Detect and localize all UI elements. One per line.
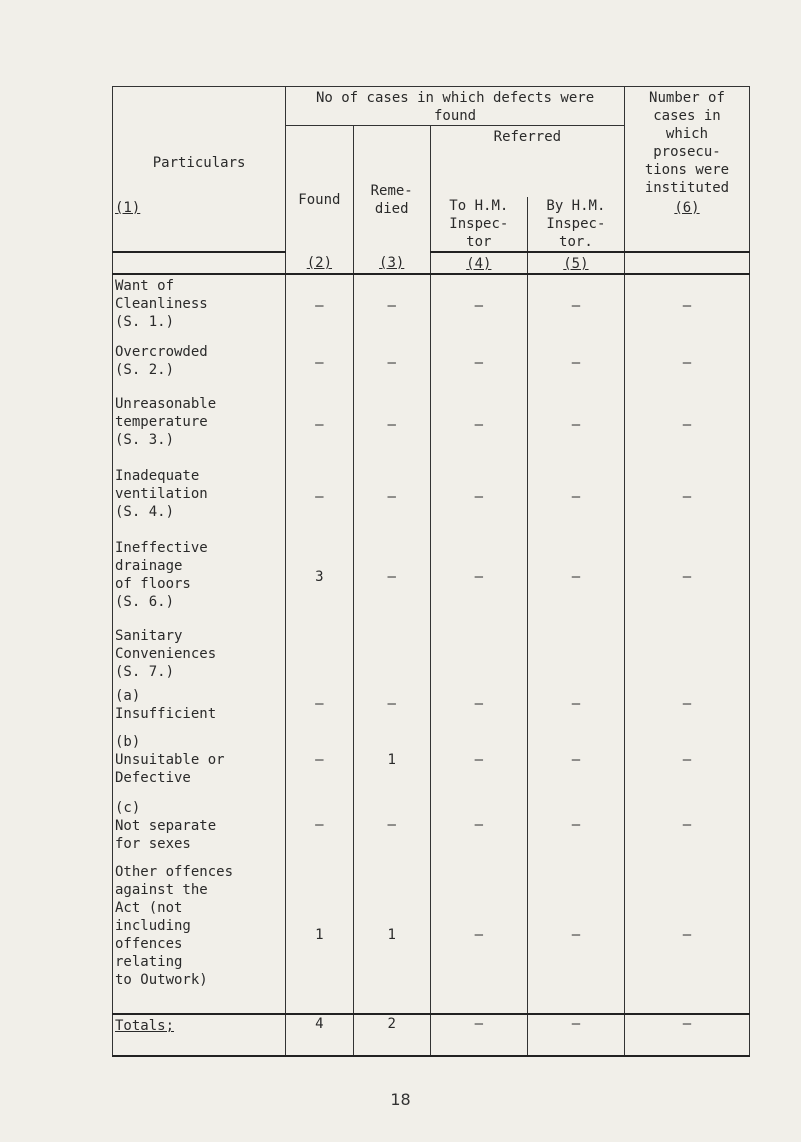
totals-prosecutions: – xyxy=(624,1014,749,1056)
table-row xyxy=(113,533,750,621)
table-row xyxy=(113,337,750,389)
cell-found: – xyxy=(286,681,353,727)
cell-remedied: – xyxy=(353,681,430,727)
cell-remedied: 1 xyxy=(353,857,430,1014)
table-row xyxy=(113,621,750,681)
row-particulars: Unreasonable temperature (S. 3.) xyxy=(113,389,286,461)
table-row xyxy=(113,389,750,461)
cell-remedied: – xyxy=(353,533,430,621)
cell-to-hm: – xyxy=(430,461,527,533)
defects-table xyxy=(112,86,750,1057)
table-row xyxy=(113,461,750,533)
cell-by-hm: – xyxy=(527,857,624,1014)
cell-prosecutions: – xyxy=(624,461,749,533)
cell-found: – xyxy=(286,337,353,389)
col-number-3: (3) xyxy=(379,255,405,271)
cell-to-hm: – xyxy=(430,274,527,337)
cell-by-hm: – xyxy=(527,533,624,621)
found-label: Found xyxy=(298,192,341,208)
cases-found-group-label: No of cases in which defects were found xyxy=(315,90,595,124)
totals-row xyxy=(113,1014,750,1056)
totals-label: Totals; xyxy=(113,1014,286,1056)
prosecutions-label: Number of cases in which prosecu- tions were instituted xyxy=(644,90,730,196)
row-particulars: (a) Insufficient xyxy=(113,681,286,727)
cell-to-hm: – xyxy=(430,389,527,461)
row-particulars: (b) Unsuitable or Defective xyxy=(113,727,286,793)
row-particulars: (c) Not separate for sexes xyxy=(113,793,286,857)
prosecutions-header xyxy=(624,87,749,198)
cell-found: 1 xyxy=(286,857,353,1014)
col-number-2: (2) xyxy=(306,255,333,271)
cell-prosecutions: – xyxy=(624,793,749,857)
table-row xyxy=(113,681,750,727)
col-5-number xyxy=(527,252,624,274)
cell-remedied: – xyxy=(353,274,430,337)
cell-prosecutions xyxy=(624,621,749,681)
cell-prosecutions: – xyxy=(624,857,749,1014)
remedied-label: Reme- died xyxy=(370,183,413,217)
table-row xyxy=(113,274,750,337)
cell-found: 3 xyxy=(286,533,353,621)
found-header xyxy=(286,126,353,253)
cell-by-hm: – xyxy=(527,389,624,461)
col-1-number xyxy=(113,197,286,252)
col-2-number xyxy=(286,252,353,274)
cell-prosecutions: – xyxy=(624,274,749,337)
col-4-number xyxy=(430,252,527,274)
col-number-4: (4) xyxy=(466,256,492,272)
col-number-spacer-right xyxy=(624,252,749,274)
cases-found-group-header xyxy=(286,87,625,126)
totals-by-hm: – xyxy=(527,1014,624,1056)
cell-found: – xyxy=(286,274,353,337)
by-hm-inspector-header xyxy=(527,197,624,252)
cell-remedied: – xyxy=(353,337,430,389)
col-number-6: (6) xyxy=(674,200,700,216)
cell-prosecutions: – xyxy=(624,681,749,727)
cell-to-hm: – xyxy=(430,337,527,389)
referred-group-header xyxy=(430,126,624,198)
particulars-header xyxy=(113,87,286,198)
table-body xyxy=(113,274,750,1014)
page-number: 18 xyxy=(390,1090,411,1109)
cell-found: – xyxy=(286,727,353,793)
row-particulars: Ineffective drainage of floors (S. 6.) xyxy=(113,533,286,621)
cell-by-hm: – xyxy=(527,274,624,337)
cell-prosecutions: – xyxy=(624,337,749,389)
row-particulars: Sanitary Conveniences (S. 7.) xyxy=(113,621,286,681)
row-particulars: Inadequate ventilation (S. 4.) xyxy=(113,461,286,533)
remedied-header xyxy=(353,126,430,253)
referred-label: Referred xyxy=(493,129,562,145)
cell-to-hm: – xyxy=(430,681,527,727)
cell-by-hm: – xyxy=(527,793,624,857)
cell-by-hm: – xyxy=(527,337,624,389)
col-number-1: (1) xyxy=(115,200,141,216)
table-row xyxy=(113,727,750,793)
cell-remedied xyxy=(353,621,430,681)
col-3-number xyxy=(353,252,430,274)
cell-prosecutions: – xyxy=(624,533,749,621)
cell-found xyxy=(286,621,353,681)
row-particulars: Want of Cleanliness (S. 1.) xyxy=(113,274,286,337)
cell-found: – xyxy=(286,461,353,533)
totals-found: 4 xyxy=(286,1014,353,1056)
cell-found: – xyxy=(286,793,353,857)
table-row xyxy=(113,857,750,1014)
row-particulars: Overcrowded (S. 2.) xyxy=(113,337,286,389)
cell-found: – xyxy=(286,389,353,461)
col-number-5: (5) xyxy=(563,256,589,272)
particulars-label: Particulars xyxy=(152,155,246,171)
totals-remedied: 2 xyxy=(353,1014,430,1056)
cell-by-hm: – xyxy=(527,681,624,727)
cell-remedied: 1 xyxy=(353,727,430,793)
cell-by-hm: – xyxy=(527,461,624,533)
col-6-number xyxy=(624,197,749,252)
cell-by-hm: – xyxy=(527,727,624,793)
table-row xyxy=(113,793,750,857)
col-number-spacer xyxy=(113,252,286,274)
cell-prosecutions: – xyxy=(624,389,749,461)
to-hm-inspector-header xyxy=(430,197,527,252)
cell-remedied: – xyxy=(353,793,430,857)
cell-remedied: – xyxy=(353,461,430,533)
to-hm-inspector-label: To H.M. Inspec- tor xyxy=(449,198,509,250)
by-hm-inspector-label: By H.M. Inspec- tor. xyxy=(546,198,606,250)
cell-to-hm xyxy=(430,621,527,681)
column-number-row xyxy=(113,252,750,274)
cell-to-hm: – xyxy=(430,727,527,793)
cell-to-hm: – xyxy=(430,533,527,621)
totals-to-hm: – xyxy=(430,1014,527,1056)
cell-to-hm: – xyxy=(430,793,527,857)
cell-prosecutions: – xyxy=(624,727,749,793)
cell-by-hm xyxy=(527,621,624,681)
row-particulars: Other offences against the Act (not including offences relating to Outwork) xyxy=(113,857,286,1014)
cell-remedied: – xyxy=(353,389,430,461)
cell-to-hm: – xyxy=(430,857,527,1014)
